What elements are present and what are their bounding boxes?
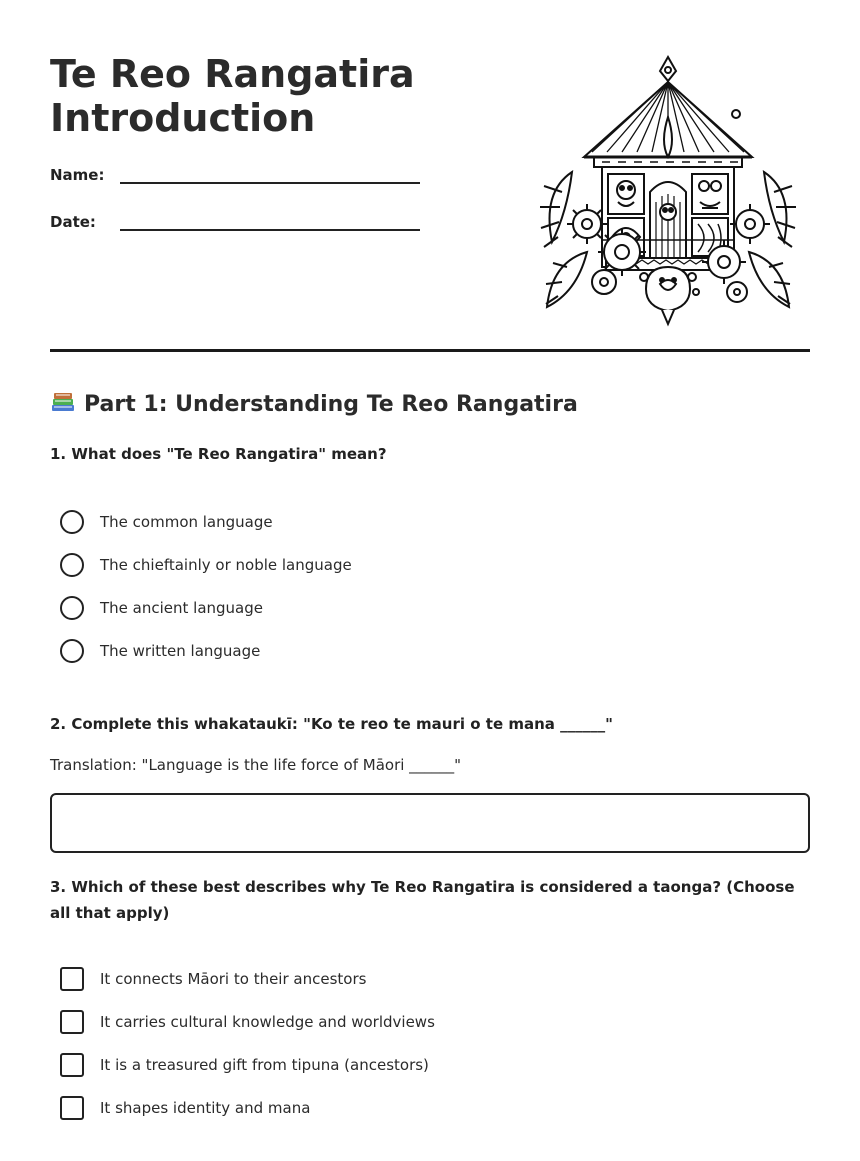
radio-button[interactable] [60,510,84,534]
radio-button[interactable] [60,639,84,663]
page-title [50,52,415,140]
radio-button[interactable] [60,553,84,577]
date-field [50,213,96,231]
option-label: The written language [100,642,261,660]
checkbox[interactable] [60,1053,84,1077]
q3-option-3[interactable] [60,1053,429,1077]
q1-option-4[interactable] [60,639,260,663]
radio-button[interactable] [60,596,84,620]
name-field [50,166,104,184]
q1-option-3[interactable] [60,596,263,620]
option-label: The ancient language [100,599,264,617]
question-2: 2. Complete this whakataukī: "Ko te reo te mauri o te mana ______" [50,715,613,733]
option-label: It connects Māori to their ancestors [100,970,367,988]
option-label: It shapes identity and mana [100,1099,311,1117]
option-label: It is a treasured gift from tipuna (ancestors) [100,1056,429,1074]
checkbox[interactable] [60,1096,84,1120]
title-line-2: Introduction [50,96,316,140]
q1-option-2[interactable] [60,553,352,577]
q3-option-1[interactable] [60,967,366,991]
option-label: It carries cultural knowledge and worldviews [100,1013,435,1031]
date-input-line[interactable] [120,229,420,231]
q1-option-1[interactable] [60,510,273,534]
title-line-1: Te Reo Rangatira [50,52,415,96]
q2-answer-box[interactable] [50,793,810,853]
books-icon [50,389,76,415]
question-1: 1. What does "Te Reo Rangatira" mean? [50,445,387,463]
part1-heading-text: Part 1: Understanding Te Reo Rangatira [84,392,578,417]
option-label: The chieftainly or noble language [100,556,352,574]
option-label: The common language [100,513,273,531]
wharenui-illustration-icon [532,52,804,328]
checkbox[interactable] [60,967,84,991]
header-divider [50,349,810,352]
part1-heading [50,389,578,417]
checkbox[interactable] [60,1010,84,1034]
name-input-line[interactable] [120,182,420,184]
q3-option-4[interactable] [60,1096,310,1120]
date-label: Date: [50,213,96,231]
question-3: 3. Which of these best describes why Te Reo Rangatira is considered a taonga? (Choose all that apply) [50,878,795,922]
q2-translation: Translation: "Language is the life force of Māori ______" [50,756,462,774]
q3-option-2[interactable] [60,1010,435,1034]
name-label: Name: [50,166,105,184]
